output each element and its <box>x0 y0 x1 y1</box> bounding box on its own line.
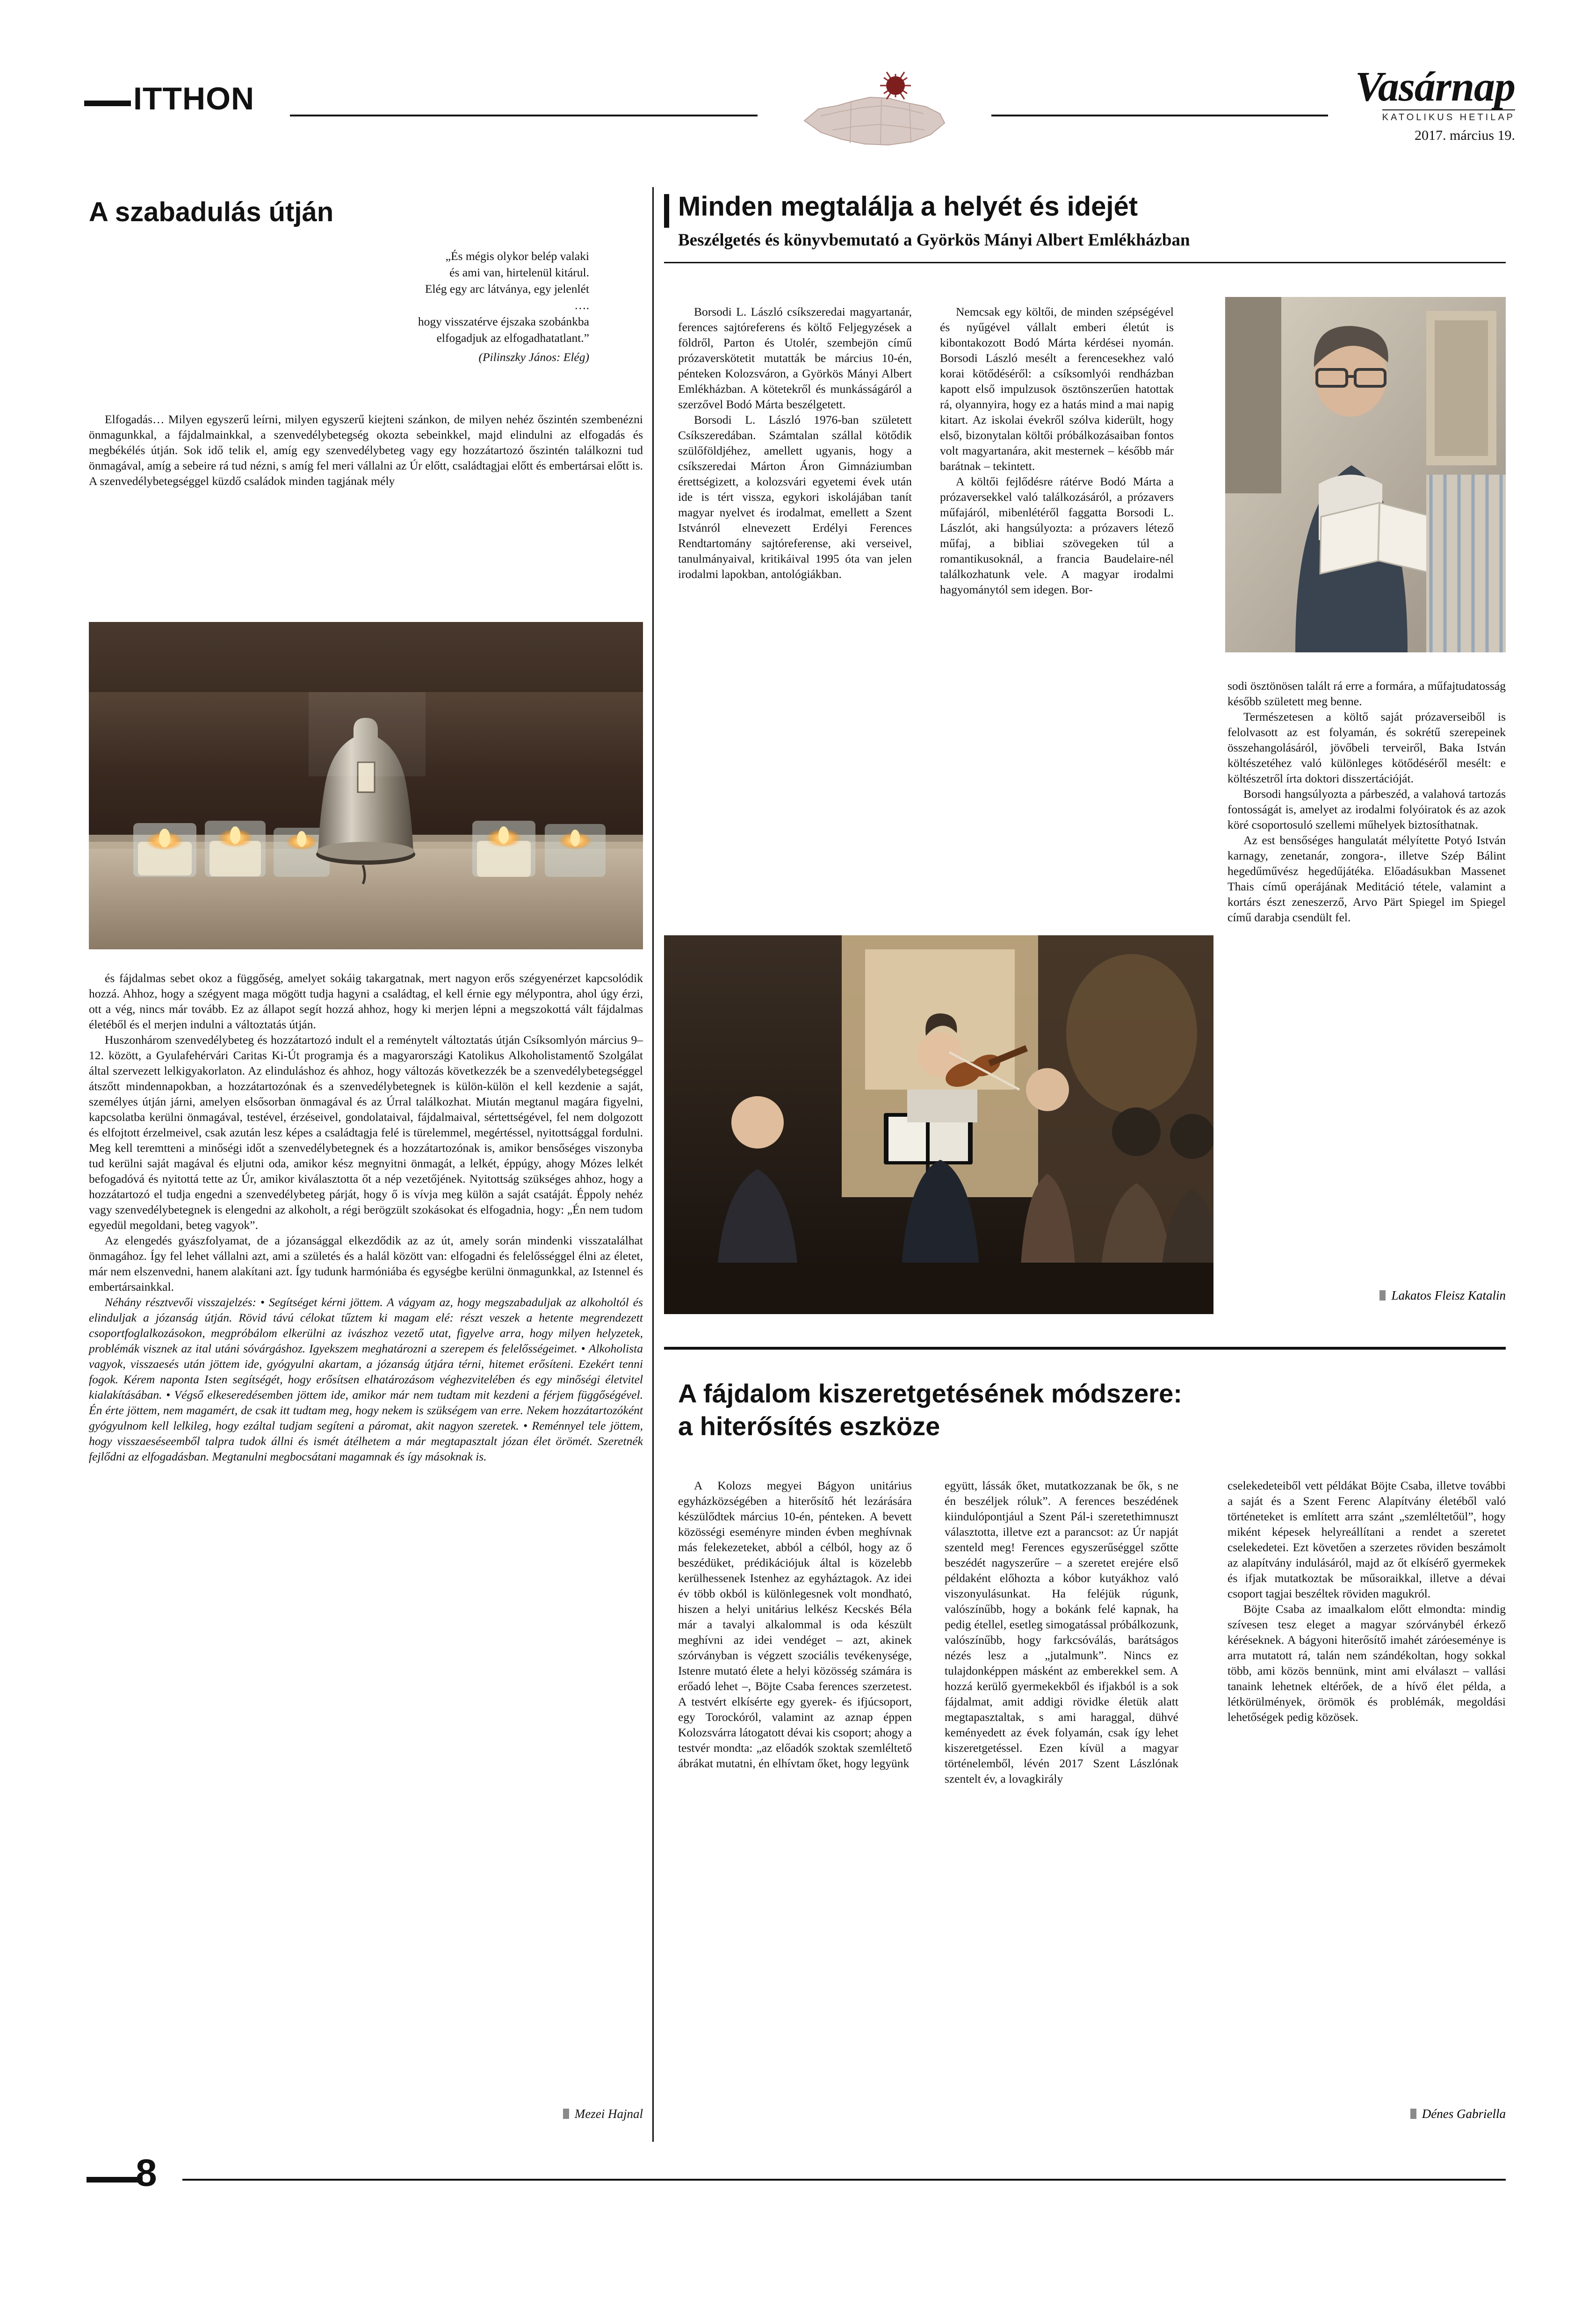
top-right-article-divider <box>664 262 1506 263</box>
top-right-column-2 <box>940 304 1174 597</box>
poem-line: és ami van, hirtelenül kitárul. <box>449 266 589 279</box>
top-right-column-1 <box>678 304 912 582</box>
candles-and-bell-photo <box>89 622 643 949</box>
paragraph: cselekedeteiből vett példákat Böjte Csaba, illetve további a saját és a Szent Ferenc Alapítvány életéből való történeteket is említett arra szánt „szemléltetőül”, hogy miként képesek helyreállítani a rendet a szeretet cselekedetei. Ezt követően a szerzetes röviden beszámolt az alapítvány indulásáról, majd az őt elkísérő gyermekek és ifjak mutatkoztak be műsoraikkal, illetve a dévai csoport tagjai beszéltek röviden magukról. <box>1228 1479 1506 1600</box>
byline-marker-icon <box>1379 1290 1386 1301</box>
issue-date: 2017. március 19. <box>1415 128 1515 143</box>
footer-rule-right <box>182 2179 1506 2181</box>
poem-line: „És mégis olykor belép valaki <box>445 249 589 263</box>
poem-line: hogy visszatérve éjszaka szobánkba <box>418 315 589 328</box>
masthead-rule-middle <box>290 115 758 116</box>
paragraph: Nemcsak egy költői, de minden szépségével és nyűgével vállalt emberi életút is kibontakozott Bodó Márta kérdései nyomán. Borsodi László mesélt a ferencesekhez való korai kötődéséről: a csíksomlyói rendházban kapott első impulzusok ösztönszerűen hatottak rá, olyannyira, hogy ez a hatás mind a mai napig kitart. Az iskolai évekről szólva kiderült, hogy első, bizonytalan költői próbálkozásaiban fontos volt magyartanára, akit mesternek – később már barátnak – tekintett. <box>940 305 1174 473</box>
paragraph: Borsodi hangsúlyozta a párbeszéd, a valahová tartozás fontosságát is, amelyet az irodalmi folyóiratok és az azok köré csoportosuló szellemi műhelyek biztosíthatnak. <box>1228 787 1506 831</box>
paragraph: Borsodi L. László 1976-ban született Csíkszeredában. Számtalan szállal kötődik szülőföldjéhez, amellett ugyanis, hogy a csíkszeredai Márton Áron Gimnáziumban érettségizett, a kolozsvári egyetemi évek után ide is tért vissza, egykori iskolájában tanít magyar nyelvet és irodalmat, emellett a Szent Istvánról elnevezett Erdélyi Ferences Rendtartomány sajtóreferense, aki verseivel, tanulmányaival, kritikáival 1995 óta van jelen irodalmi lapokban, antológiákban. <box>678 413 912 581</box>
paragraph: Elfogadás… Milyen egyszerű leírni, milyen egyszerű kiejteni szánkon, de milyen nehéz őszintén szembenézni önmagunkkal, a fájdalmainkkal, a szenvedélybetegség okozta sebeinkkel, majd elindulni az elfogadás és megbékélés útján. Sok idő telik el, amíg egy szenvedélybeteg vagy egy hozzátartozó őszintén találkozni tud önmagával, amíg a sebeire rá tud nézni, s amíg fel meri vállalni az Úr előtt, családtagjai előtt és embertársai előtt is. A szenvedélybetegséggel küzdő családok minden tagjának mély <box>89 412 643 488</box>
paragraph: A Kolozs megyei Bágyon unitárius egyházközségében a hiterősítő hét lezárására készülődtek március 10-én, pénteken. A bevett közösségi eseményre minden évben meghívnak más felekezeteket, abból a célból, hogy az ő beszédüket, prédikációjuk által is közelebb kerülhessenek Istenhez az egyháztagok. Az idei év több okból is különlegesnek volt mondható, hiszen a helyi unitárius lelkész Kecskés Béla már a tavalyi alkalommal is oda készült meghívni az idei vendéget – azt, akinek szórványban is végzett szociális tevékenysége, Istenre mutató élete a helyi közösség számára is erőadó lehet –, Böjte Csaba ferences szerzetest. A testvért elkísérte egy gyerek- és ifjúcsoport, egy Torockóról, valamint az aznap éppen Kolozsvárra látogatott dévai kis csoport; ahogy a testvér mondta: „az előadók szoktak szemléltető ábrákat mutatni, én elhívtam őket, hogy legyünk <box>678 1479 912 1770</box>
paragraph: Természetesen a költő saját prózaverseiből is felolvasott az est folyamán, és sokrétű szerepeinek összehangolásáról, jövőbeli terveiről, Baka István költészetéhez való különleges kötődéséről mesélt: e költészetről írta doktori disszertációját. <box>1228 710 1506 785</box>
left-article-title: A szabadulás útján <box>89 197 334 227</box>
masthead <box>84 56 1515 150</box>
byline-marker-icon <box>1410 2109 1416 2119</box>
top-right-column-3 <box>1228 678 1506 925</box>
top-right-article-byline <box>1228 1288 1506 1303</box>
bottom-right-column-3 <box>1228 1478 1506 1725</box>
byline-name: Dénes Gabriella <box>1422 2107 1506 2121</box>
newspaper-name: Vasárnap <box>1355 64 1515 110</box>
bottom-right-article-divider <box>664 1347 1506 1350</box>
bottom-right-column-1 <box>678 1478 912 1771</box>
top-right-article-rule-accent <box>664 194 669 228</box>
left-article-byline <box>89 2107 643 2121</box>
poem-line: elfogadjuk az elfogadhatatlant.” <box>436 331 589 345</box>
poem-line: …. <box>574 298 589 312</box>
top-right-article-title: Minden megtalálja a helyét és idejét <box>678 191 1138 222</box>
left-article-body <box>89 970 643 1464</box>
paragraph: Böjte Csaba az imaalkalom előtt elmondta: mindig szívesen tesz eleget a magyar szórványbél érkező kéréseknek. A bágyoni hiterősítő imahét záróeseménye is arra mutatott rá, talán nem szándékoltan, hogy sokkal több, ami közös bennünk, mint ami elválaszt – vallási tanaink lehetnek eltérőek, de a hívő élet példa, a létkörülmények, örömök és problémák, megoldási lehetőségek pedig közösek. <box>1228 1602 1506 1724</box>
paragraph: Az est bensőséges hangulatát mélyítette Potyó István karnagy, zenetanár, zongora-, illetve Szép Bálint hegedűművész hegedűjátéka. Előadásukban Massenet Thais című operájának Meditáció tétele, valamint a kortárs észt zeneszerző, Arvo Pärt Spiegel im Spiegel című darabja csendült fel. <box>1228 833 1506 924</box>
footer-rule-left <box>87 2177 143 2183</box>
paragraph: együtt, lássák őket, mutatkozzanak be ők, s ne én beszéljek róluk”. A ferences beszédének kiindulópontjául a Szent Pál-i szeretethimnuszt választotta, illetve ezt a parancsot: az Úr napját szenteld meg! Ferences egyszerűséggel szőtte beszédét nagyszerűre – a szeretet erejére első példaként előhozta a kóbor kutyákhoz való viszonyulásunkat. Ha feléjük rúgunk, valószínűbb, hogy a bokánk felé kapnak, ha pedig étellel, esetleg simogatással próbálkozunk, valószínűbb, hogy farkcsóválás, barátságos nézés lesz a „jutalmunk”. Nincs ez tulajdonképpen másként az emberekkel sem. A hozzá kerülő gyermekekből és ifjakból is a sok fájdalmat, amit addigi rövidke életük alatt megtapasztaltak, s ami haraggal, dühvé keményedett az évek folyamán, csak így lehet kiszeretgetéssel. Ezen kívül a magyar történelemből, lévén 2017 Szent Lászlónak szentelt év, a lovagkirály <box>945 1479 1178 1785</box>
paragraph: Borsodi L. László csíkszeredai magyartanár, ferences sajtóreferens és költő Feljegyzések a földről, Parton és Utolér, szembejön című prózaverskötetit mutatták be március 10-én, pénteken Kolozsváron, a Györkös Mányi Albert Emlékházban. A kötetekről és munkásságáról a szerzővel Bodó Márta beszélgetett. <box>678 305 912 411</box>
poet-reading-photo <box>1225 297 1506 652</box>
paragraph-testimonies: Néhány résztvevői visszajelzés: • Segítséget kérni jöttem. A vágyam az, hogy megszabaduljak az alkoholtól és elinduljak a józanság útján. Rövid távú céloka​t tűztem ki magam elé: részt veszek a hetente megrendezett csoportfoglalkozásokon, megpróbálom elkerülni az ivászhoz vezető utat, figyelve arra, hogy milyen helyzetek, problémák visznek az ital utáni sóvárgáshoz. Igyekszem meghatározni a szerepem és felelősségeimet. • Alkoholista vagyok, visszaesés után jöttem ide, gyógyulni akartam, a józanság útjára térni, hitemet erősíteni. Ezekért tenni fogok. Kérem naponta Isten segítségét, hogy erősítsen elhatározásom véghezvitelében és egy minőségi életvitel kialakításában. • Végső elkeseredésemben jöttem ide, amikor már nem tudtam mit kezdeni a férjem függőségével. Én érte jöttem, nem magamért, de csak itt tudtam meg, hogy nekem is szükségem van erre. Nekem hozzátartozóként gyógyulnom kell lelkileg, hogy ezáltal tudjam segíteni a páromat, akit nagyon szeretek. • Reménnyel tele jöttem, hogy visszaeséseemből talpra tudok állni és ismét átélhetem a már megtapasztalt józan élet örömét. Szeretnék fejlődni az elfogadásban. Megtanulni megbocsátani magamnak és így másoknak is. <box>89 1295 643 1463</box>
violinist-concert-photo <box>664 935 1213 1314</box>
paragraph: Huszonhárom szenvedélybeteg és hozzátartozó indult el a reménytelt változtatás útján Csíksomlyón március 9–12. között, a Gyulafehérvári Caritas Ki-Út programja és a magyarországi Katolikus Alkoholistamentő Szolgálat által szervezett lelkigyakorlaton. Az elinduláshoz és ahhoz, hogy változás következzék be a szenvedélybetegséggel átszőtt mindennapokban, a hozzátartozónak és a szenvedélybetegnek is külön-külön el kell kezdenie a saját, személyes útján járni, amelyen elsősorban önmagával és az Úrral találkozhat. Miután megtanul magára figyelni, kapcsolatba kerülni önmagával, testével, érzéseivel, gondolataival, fájdalmaival, sértettségével, fel nem dolgozott és elfojtott érzelmeivel, csak azután lesz képes a családtagja felé is türelemmel, megértéssel, nyitottsággal fordulni. Meg kell teremtteni a minőségi időt a szenvedélybetegnek és a hozzátartozónak is, amikor bensőséges viszonyba tud kerülni saját magával és eljutni oda, amikor kész megnyitni önmagát, a lelkét, éppúgy, ahogy Mózes lelkét befogadóvá és nyitottá tette az Úr, amikor kiválasztotta őt a nép vezetőjének. Nyitottság szükséges ahhoz, hogy a hozzátartozó el tudja engedni a szenvedélybeteg párját, hogy ő is vívja meg külön a saját csatáját. Éppoly nehéz vagy szenvedélybetegnek is elengedni az alkoholt, a régi berögzült szokásokat és elfogadnia, hogy: „Én nem tudom egyedül megoldani, beteg vagyok”. <box>89 1033 643 1232</box>
paragraph: A költői fejlődésre rátérve Bodó Márta a prózaversekkel való találkozásáról, a prózavers műfajáról, mibenlétéről faggatta Borsodi L. Lászlót, aki hangsúlyozta: a prózavers létező műfaj, a bibliai szövegeken túl a romantikusoknál, a francia Baudelaire-nél találkozhatunk vele. A magyar irodalmi hagyománytól sem idegen. Bor- <box>940 475 1174 596</box>
left-article-poem <box>327 248 589 365</box>
section-title: ITTHON <box>133 81 255 116</box>
paragraph: és fájdalmas sebet okoz a függőség, amelyet sokáig takargatnak, mert nagyon erős szégyenérzet kapcsolódik hozzá. Ahhoz, hogy a szégyent maga mögött tudja hagyni a családtag, el kell érnie egy mélypontra, ahol úgy érzi, ott a vég, nincs már tovább. Ez az állapot segít hozzá ahhoz, hogy ki merjen lépni a megszokottá vált fájdalmas életéből és el merjen indulni a változtatás útján. <box>89 971 643 1031</box>
page-number: 8 <box>136 2152 157 2194</box>
masthead-rule-left <box>84 101 131 106</box>
bottom-right-article-byline <box>1228 2107 1506 2121</box>
byline-name: Mezei Hajnal <box>574 2107 643 2121</box>
byline-name: Lakatos Fleisz Katalin <box>1391 1288 1506 1302</box>
bottom-right-column-2 <box>945 1478 1178 1786</box>
left-article-intro <box>89 412 643 489</box>
paragraph: sodi ösztönösen talált rá erre a formára, a műfajtudatosság később született meg benne. <box>1228 679 1506 708</box>
poem-line: Elég egy arc látványa, egy jelenlét <box>425 282 589 296</box>
newspaper-tagline: KATOLIKUS HETILAP <box>1382 109 1515 123</box>
poem-attribution: (Pilinszky János: Elég) <box>478 350 589 364</box>
title-line-1: A fájdalom kiszeretgetésének módszere: <box>678 1379 1182 1408</box>
top-right-article-subtitle: Beszélgetés és könyvbemutató a Györkös Mányi Albert Emlékházban <box>678 231 1190 250</box>
column-divider <box>652 187 654 2142</box>
title-line-2: a hiterősítés eszköze <box>678 1411 940 1441</box>
newspaper-nameplate <box>1253 65 1515 144</box>
hungary-map-icon <box>776 65 973 158</box>
byline-marker-icon <box>563 2109 569 2119</box>
bottom-right-article-title <box>678 1377 1473 1443</box>
paragraph: Az elengedés gyászfolyamat, de a józansággal elkezdődik az az út, amely során mindenki visszatalálhat önmagához. Így fel lehet vállalni azt, ami a születés és a halál között van: elfogadni és felelősséggel élni az életet, már nem elszenvedni, hanem alakítani azt. Így tudunk harmóniába és egységbe kerülni önmagunkkal, az Istennel és embertársainkkal. <box>89 1234 643 1294</box>
